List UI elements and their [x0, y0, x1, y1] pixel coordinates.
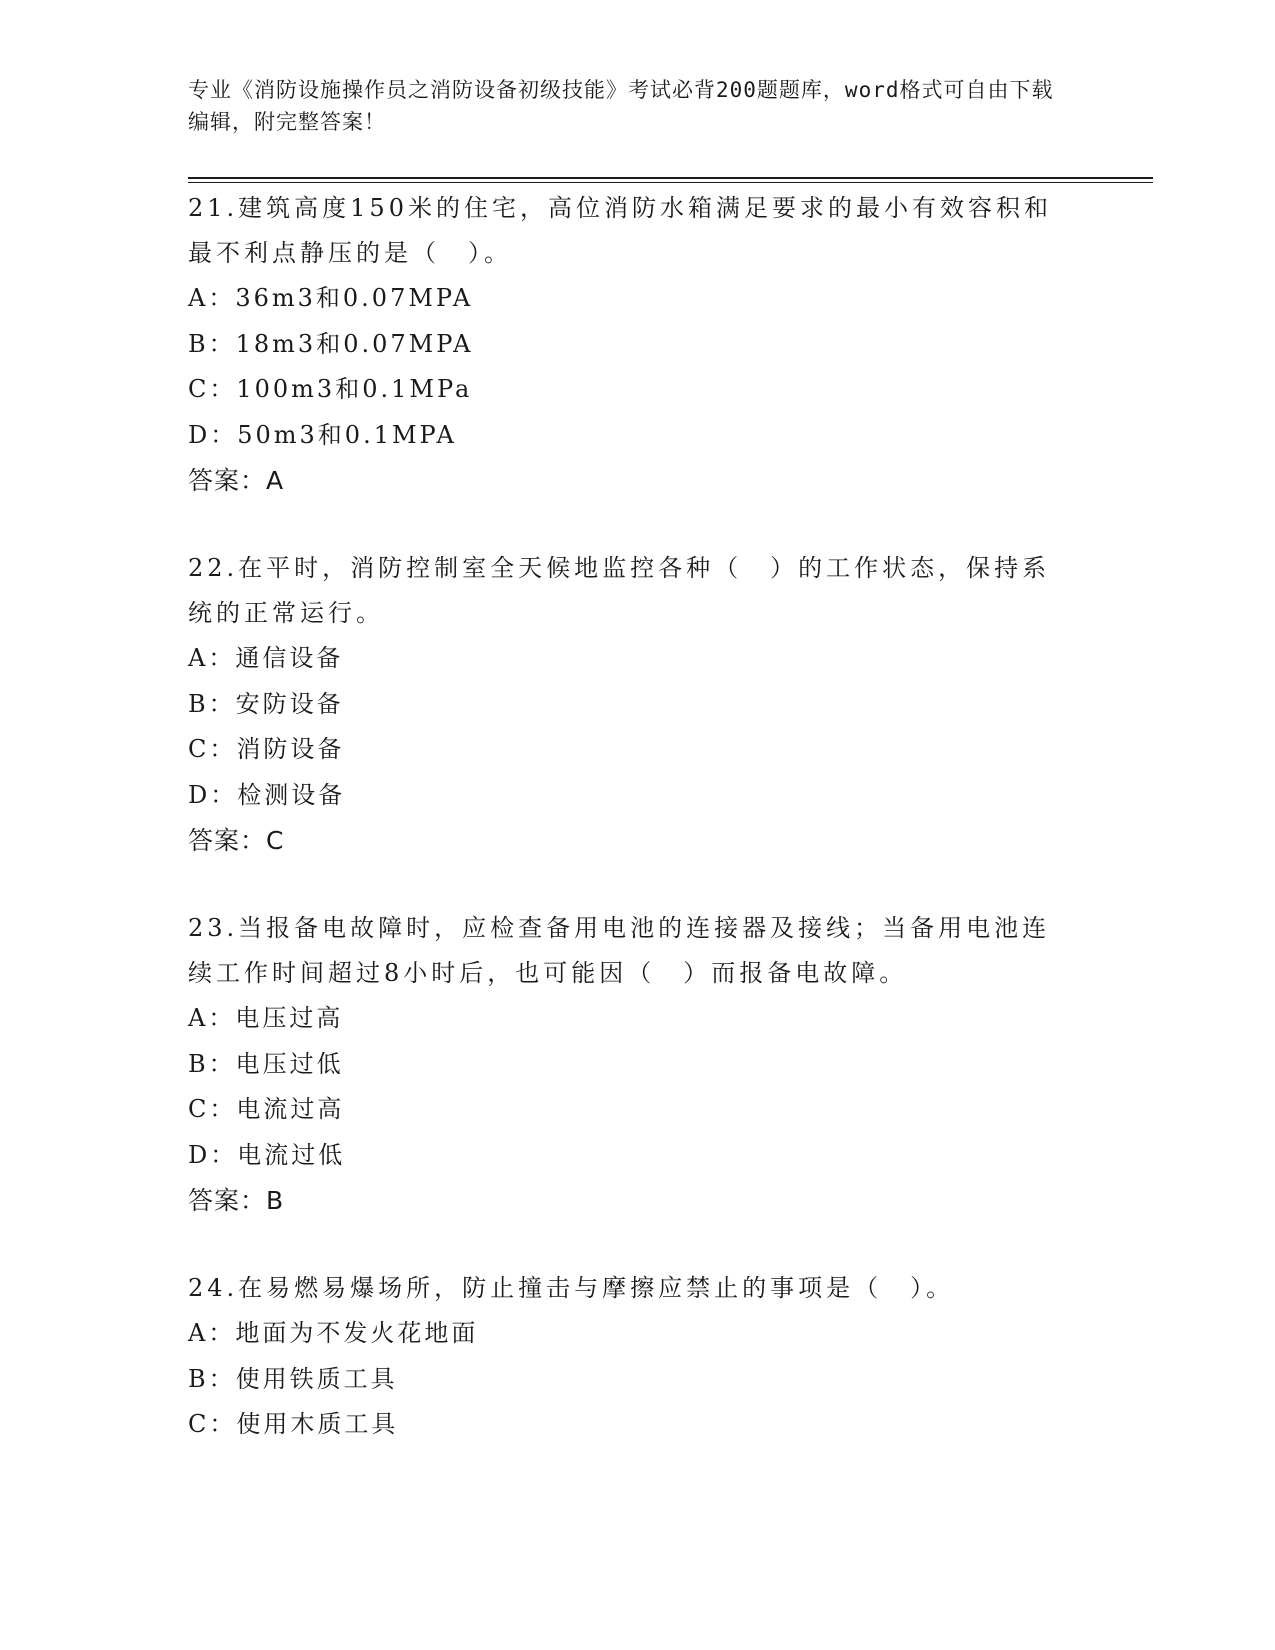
option-b: B：使用铁质工具: [188, 1364, 398, 1393]
question-stem: 21.建筑高度150米的住宅，高位消防水箱满足要求的最小有效容积和最不利点静压的是（ ）。: [188, 194, 1052, 267]
question-stem: 24.在易燃易爆场所，防止撞击与摩擦应禁止的事项是（ ）。: [188, 1274, 955, 1302]
question-block-24: [188, 1266, 1078, 1448]
option-a: A：36m3和0.07MPA: [188, 284, 474, 312]
header-divider-thin: [188, 182, 1153, 183]
answer-line: 答案：C: [188, 826, 285, 855]
option-d: D：50m3和0.1MPA: [188, 420, 457, 449]
option-c: C：消防设备: [188, 735, 345, 763]
option-a: A：通信设备: [188, 644, 344, 672]
option-b: B：18m3和0.07MPA: [188, 329, 474, 358]
option-a: A：地面为不发火花地面: [188, 1319, 479, 1347]
header-divider-thick: [188, 177, 1153, 179]
option-d: D：检测设备: [188, 780, 346, 809]
answer-line: 答案：B: [188, 1186, 285, 1215]
option-d: D：电流过低: [188, 1140, 346, 1169]
question-block-21: [188, 186, 1078, 503]
question-stem: 22.在平时，消防控制室全天候地监控各种（ ）的工作状态，保持系统的正常运行。: [188, 554, 1051, 627]
document-header: 专业《消防设施操作员之消防设备初级技能》考试必背200题题库，word格式可自由下载编辑，附完整答案！: [188, 78, 1054, 134]
option-c: C：100m3和0.1MPa: [188, 375, 473, 403]
question-block-22: [188, 546, 1078, 863]
option-a: A：电压过高: [188, 1004, 344, 1032]
option-c: C：使用木质工具: [188, 1410, 399, 1438]
option-b: B：安防设备: [188, 689, 344, 718]
answer-line: 答案：A: [188, 466, 285, 495]
option-c: C：电流过高: [188, 1095, 345, 1123]
question-stem: 23.当报备电故障时，应检查备用电池的连接器及接线；当备用电池连续工作时间超过8小时后，也可能因（ ）而报备电故障。: [188, 914, 1051, 987]
option-b: B：电压过低: [188, 1049, 344, 1078]
question-block-23: [188, 906, 1078, 1223]
